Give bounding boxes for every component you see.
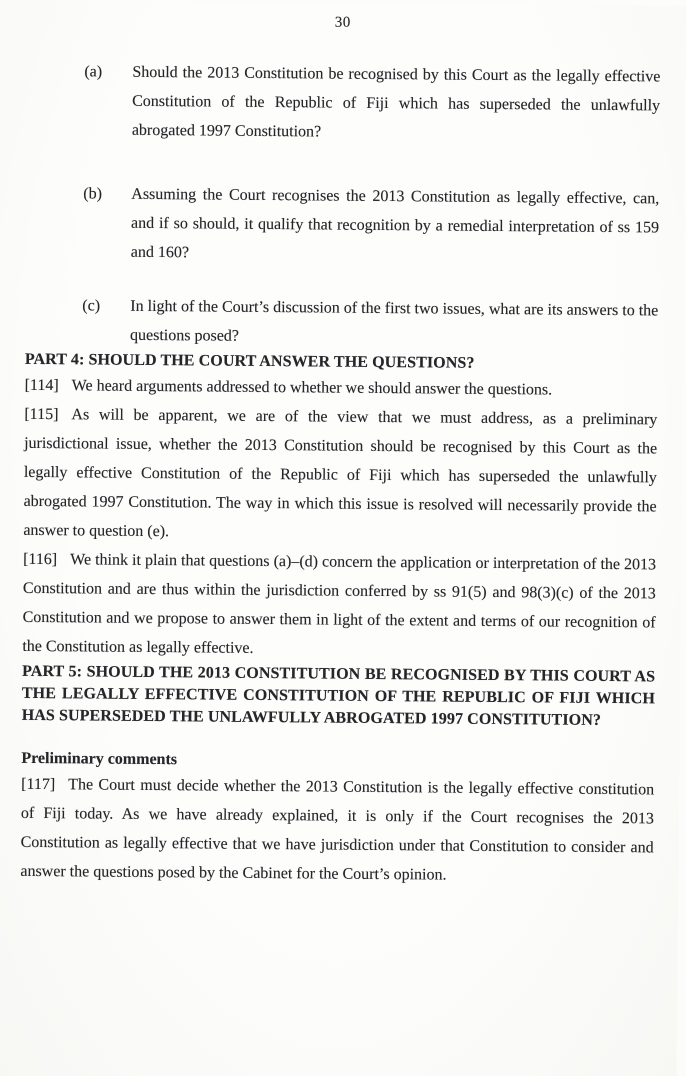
question-text-b: Assuming the Court recognises the 2013 Constitution as legally effective, can, and if so should, it qualify that recognition by a remedial interpretation of ss 159 and 160? <box>130 185 660 262</box>
preliminary-comments-subheading: Preliminary comments <box>21 749 178 769</box>
paragraph-117-number: [117] <box>21 775 56 794</box>
question-list <box>25 57 661 355</box>
question-item-a <box>84 57 661 149</box>
document-content <box>0 57 685 892</box>
paragraph-116 <box>22 545 656 667</box>
question-text-c: In light of the Court’s discussion of the first two issues, what are its answers to the questions posed? <box>130 297 659 345</box>
paragraph-117 <box>20 770 654 892</box>
question-item-b <box>83 179 660 271</box>
question-label-b: (b) <box>83 185 103 203</box>
paragraph-114-number: [114] <box>24 376 59 395</box>
paragraph-115 <box>23 400 657 551</box>
question-item-c <box>82 291 658 354</box>
paragraph-115-number: [115] <box>24 405 59 424</box>
part5-heading: PART 5: SHOULD THE 2013 CONSTITUTION BE RECOGNISED BY THIS COURT AS THE LEGALLY EFFECTIVE CONSTITUTION OF THE REPUBLIC OF FIJI WHICH HAS SUPERSEDED THE UNLAWFULLY ABROGATED 1997 CONSTITUTION? <box>21 662 656 729</box>
paragraph-115-text: As will be apparent, we are of the view that we must address, as a preliminary jurisdictional issue, whether the 2013 Constitution should be recognised by this Court as the legally effective Constitution of the Republic of Fiji which has superseded the unlawfully abrogated 1997 Constitution. The way in which this issue is resolved will necessarily provide the answer to question (e). <box>23 406 658 541</box>
page-number: 30 <box>334 14 351 31</box>
paragraph-117-text: The Court must decide whether the 2013 Constitution is the legally effective constitution of Fiji today. As we have already explained, it is only if the Court recognises the 2013 Constitution as legally effective that we have jurisdiction under that Constitution to consider and answer the questions posed by the Cabinet for the Court’s opinion. <box>20 776 655 884</box>
question-label-c: (c) <box>82 297 101 315</box>
paragraph-116-number: [116] <box>23 550 58 569</box>
paragraph-114-text: We heard arguments addressed to whether we should answer the questions. <box>71 377 553 399</box>
paragraph-116-text: We think it plain that questions (a)–(d) concern the application or interpretation of the 2013 Constitution and are thus within the jurisdiction conferred by ss 91(5) and 98(3)(c) of the 2013 Constitution and we propose to answer them in light of the extent and terms of our recognition of the Constitution as legally effective. <box>22 551 657 657</box>
part4-heading: PART 4: SHOULD THE COURT ANSWER THE QUESTIONS? <box>24 350 475 372</box>
question-label-a: (a) <box>84 63 103 81</box>
question-text-a: Should the 2013 Constitution be recognised by this Court as the legally effective Constitution of the Republic of Fiji which has superseded the unlawfully abrogated 1997 Constitution? <box>131 63 661 141</box>
